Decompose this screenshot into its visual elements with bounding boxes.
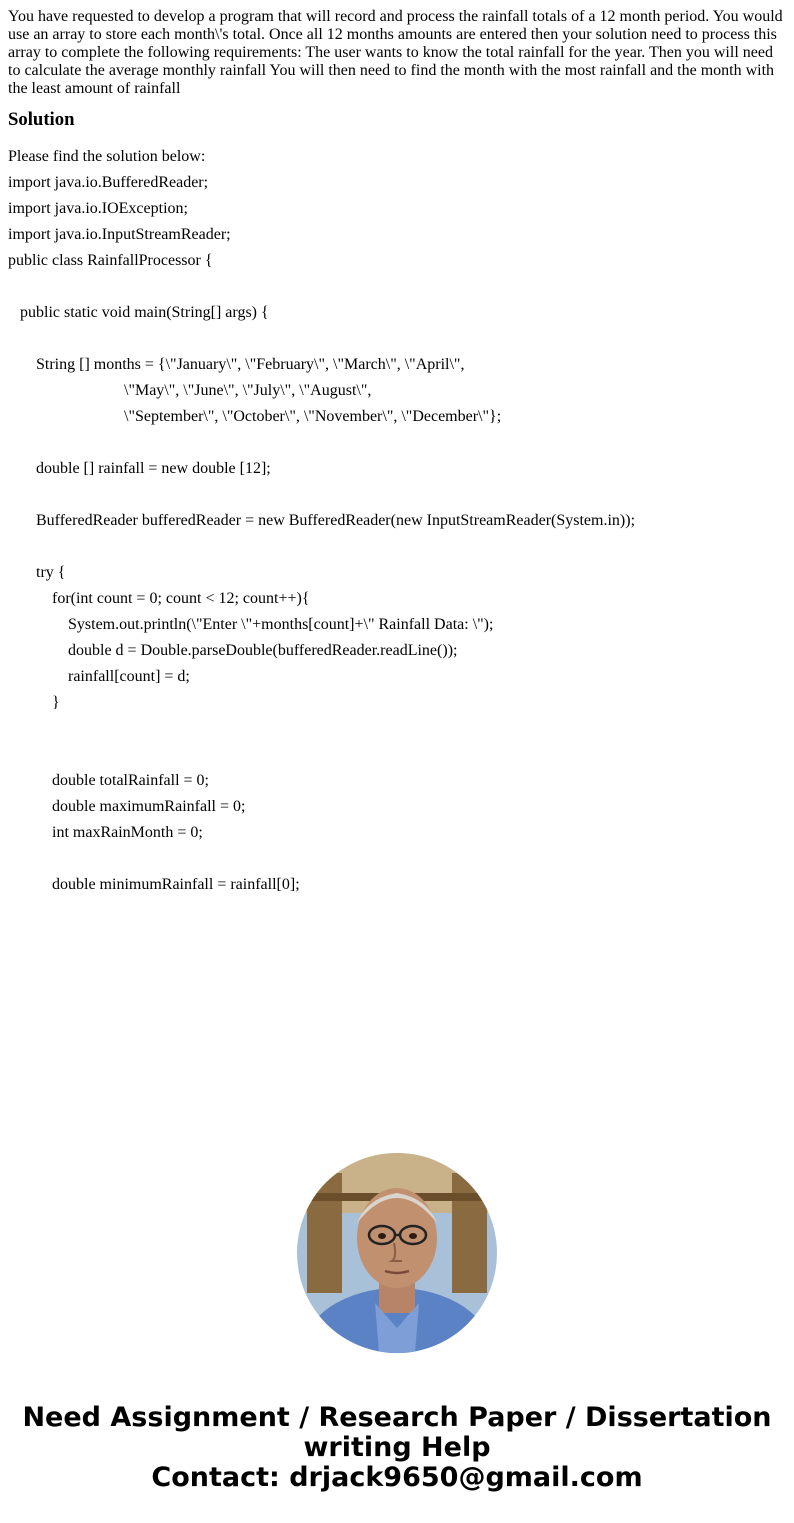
question-text: You have requested to develop a program that will record and process the rainfall totals of a 12 month period. You would use an array to store each month\'s total. Once all 12 months amounts are entered then your solution need to process this array to complete the following requirements: The user wants to know the total rainfall for the year. Then you will need to calculate the average monthly rainfall You will then need to find the month with the most rainfall and the month with the least amount of rainfall <box>8 8 783 97</box>
solution-body <box>8 140 786 902</box>
code-line: \"September\", \"October\", \"November\", \"December\"}; <box>8 408 502 425</box>
code-line: import java.io.InputStreamReader; <box>8 226 231 243</box>
code-line: \"May\", \"June\", \"July\", \"August\", <box>8 382 372 399</box>
code-line: double maximumRainfall = 0; <box>8 798 246 815</box>
solution-heading: Solution <box>8 109 75 130</box>
code-line: import java.io.IOException; <box>8 200 188 217</box>
promo-line: writing Help <box>303 1432 491 1463</box>
code-line: import java.io.BufferedReader; <box>8 174 209 191</box>
code-line: BufferedReader bufferedReader = new BufferedReader(new InputStreamReader(System.in)); <box>8 512 636 529</box>
document-content <box>8 8 786 1130</box>
code-line: public class RainfallProcessor { <box>8 252 213 269</box>
code-line: double totalRainfall = 0; <box>8 772 209 789</box>
code-line: for(int count = 0; count < 12; count++){ <box>8 590 310 607</box>
author-portrait-image <box>297 1153 497 1353</box>
code-line: try { <box>8 564 66 581</box>
promo-banner <box>0 1403 794 1493</box>
code-line: public static void main(String[] args) { <box>8 304 269 321</box>
code-line: } <box>8 694 60 711</box>
code-line: int maxRainMonth = 0; <box>8 824 203 841</box>
promo-contact: Contact: drjack9650@gmail.com <box>151 1462 643 1493</box>
code-line: String [] months = {\"January\", \"February\", \"March\", \"April\", <box>8 356 465 373</box>
code-line: rainfall[count] = d; <box>8 668 190 685</box>
code-line: System.out.println(\"Enter \"+months[count]+\" Rainfall Data: \"); <box>8 616 494 633</box>
author-photo <box>297 1153 497 1353</box>
solution-intro: Please find the solution below: <box>8 148 206 165</box>
promo-line: Need Assignment / Research Paper / Dissertation <box>22 1402 772 1433</box>
code-line: double d = Double.parseDouble(bufferedReader.readLine()); <box>8 642 458 659</box>
code-line: double minimumRainfall = rainfall[0]; <box>8 876 300 893</box>
code-line: double [] rainfall = new double [12]; <box>8 460 271 477</box>
